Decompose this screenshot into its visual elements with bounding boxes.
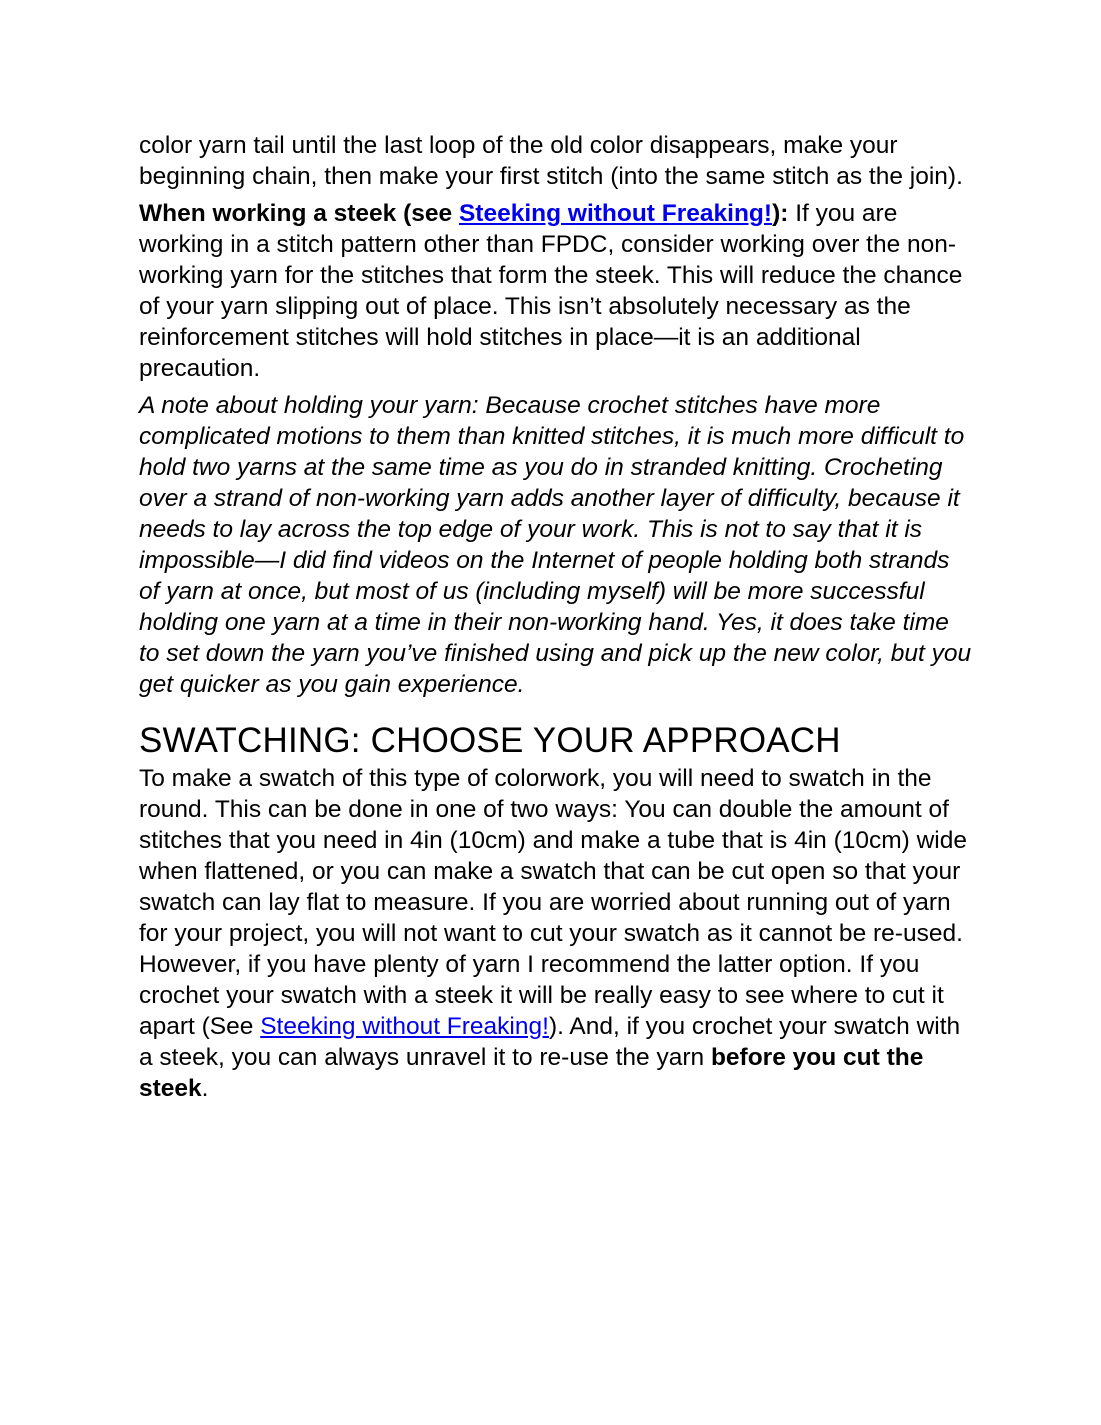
steek-tip-text: If you are working in a stitch pattern other than FPDC, consider working over the non-working yarn for the stitches that form the steek. This will reduce the chance of your yarn slipping out of place. This isn’t absolutely necessary as the reinforcement stitches will hold stitches in place—it is an additional precaution. [139,200,963,382]
swatching-bold: before you cut the steek [139,1044,924,1102]
note-holding-yarn [139,390,974,700]
steek-tip-lead: When working a steek (see [139,200,459,227]
swatching-text-c: . [201,1075,209,1102]
paragraph-text: color yarn tail until the last loop of the old color disappears, make your beginning chain, then make your first stitch (into the same stitch as the join). [139,132,963,190]
paragraph-swatching [139,763,974,1104]
steek-tip-lead-close: ): [772,200,789,227]
paragraph-steek-tip [139,198,974,384]
swatching-text-b: ). And, if you crochet your swatch with a steek, you can always unravel it to re-use the yarn [139,1013,961,1071]
steeking-link-2[interactable]: Steeking without Freaking! [260,1013,549,1040]
swatching-text-a: To make a swatch of this type of colorwork, you will need to swatch in the round. This can be done in one of two ways: You can double the amount of stitches that you need in 4in (10cm) and make a tube that is 4in (10cm) wide when flattened, or you can make a swatch that can be cut open so that your swatch can lay flat to measure. If you are worried about running out of yarn for your project, you will not want to cut your swatch as it cannot be re-used. However, if you have plenty of yarn I recommend the latter option. If you crochet your swatch with a steek it will be really easy to see where to cut it apart (See [139,765,967,1040]
paragraph-join-instructions [139,130,974,192]
note-text: A note about holding your yarn: Because crochet stitches have more complicated motions to them than knitted stitches, it is much more difficult to hold two yarns at the same time as you do in stranded knitting. Crocheting over a strand of non-working yarn adds another layer of difficulty, because it needs to lay across the top edge of your work. This is not to say that it is impossible—I did find videos on the Internet of people holding both strands of yarn at once, but most of us (including myself) will be more successful holding one yarn at a time in their non-working hand. Yes, it does take time to set down the yarn you’ve finished using and pick up the new color, but you get quicker as you gain experience. [139,392,972,698]
document-page [139,130,974,1104]
section-heading: SWATCHING: CHOOSE YOUR APPROACH [139,721,841,760]
steeking-link[interactable]: Steeking without Freaking! [458,200,773,227]
